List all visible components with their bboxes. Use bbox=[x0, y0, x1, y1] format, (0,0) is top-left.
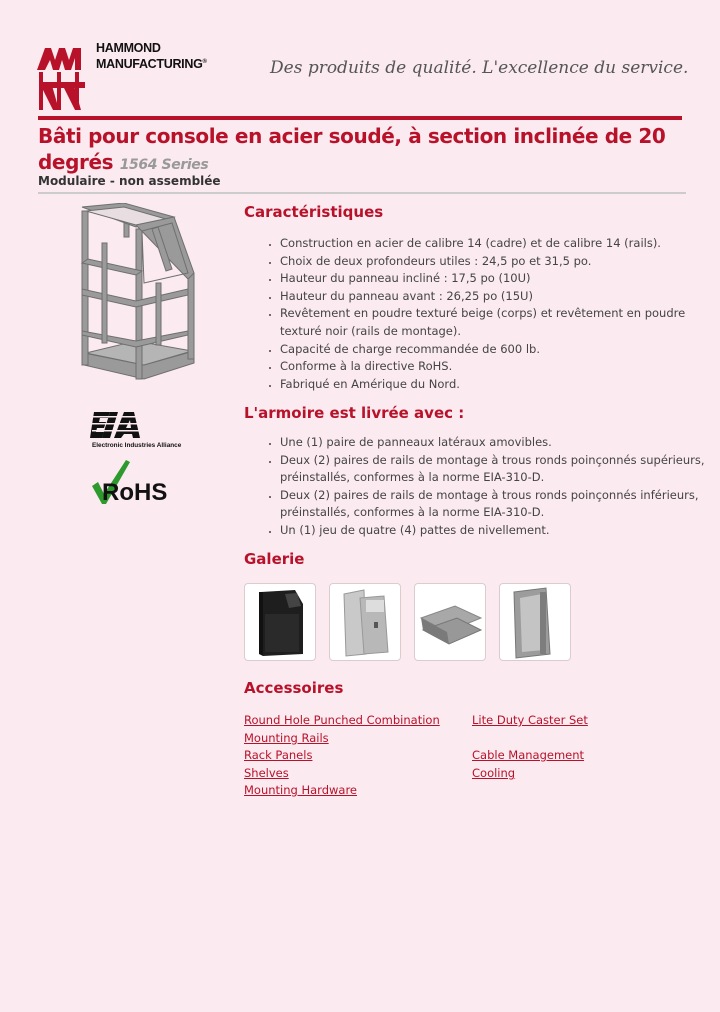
cabinet-panels-icon bbox=[330, 584, 401, 661]
feature-item: • Hauteur du panneau avant : 26,25 po (15U) bbox=[280, 288, 710, 306]
feature-item: • Fabriqué en Amérique du Nord. bbox=[280, 376, 710, 394]
acc-link-rack-panels[interactable]: Rack Panels bbox=[244, 748, 313, 762]
gallery-thumb-4[interactable] bbox=[499, 583, 571, 661]
brand-wordmark bbox=[96, 41, 207, 71]
gallery-thumb-1[interactable] bbox=[244, 583, 316, 661]
features-list bbox=[260, 235, 710, 393]
eia-caption: Electronic Industries Alliance bbox=[92, 442, 182, 449]
feature-item: • Revêtement en poudre texturé beige (corps) et revêtement en poudre texturé noir (rails de montage). bbox=[280, 305, 710, 340]
acc-link-mounting-hardware[interactable]: Mounting Hardware bbox=[244, 783, 358, 797]
tagline: Des produits de qualité. L'excellence du service. bbox=[270, 58, 689, 78]
title-divider bbox=[38, 192, 686, 194]
included-item: • Deux (2) paires de rails de montage à trous ronds poinçonnés inférieurs, préinstallés, conformes à la norme EIA-310-D. bbox=[280, 487, 710, 522]
cabinet-black-icon bbox=[245, 584, 316, 661]
page-header bbox=[0, 0, 720, 120]
included-list bbox=[260, 434, 710, 540]
feature-item: • Capacité de charge recommandée de 600 lb. bbox=[280, 341, 710, 359]
acc-link-cable-management[interactable]: Cable Management bbox=[472, 748, 585, 762]
included-item: • Une (1) paire de panneaux latéraux amovibles. bbox=[280, 434, 710, 452]
series-label: 1564 Series bbox=[119, 157, 209, 173]
product-image bbox=[74, 203, 204, 395]
feature-item: • Hauteur du panneau incliné : 17,5 po (10U) bbox=[280, 270, 710, 288]
rohs-logo-icon bbox=[90, 458, 186, 508]
acc-link-caster-set[interactable]: Lite Duty Caster Set bbox=[472, 713, 588, 727]
rohs-text: RoHS bbox=[102, 479, 168, 506]
gallery-heading: Galerie bbox=[244, 550, 305, 568]
gallery-thumb-2[interactable] bbox=[329, 583, 401, 661]
page-subtitle: Modulaire - non assemblée bbox=[38, 174, 221, 188]
feature-item: • Conforme à la directive RoHS. bbox=[280, 358, 710, 376]
title-text: Bâti pour console en acier soudé, à section inclinée de 20 degrés bbox=[38, 124, 666, 174]
eia-logo-icon bbox=[90, 410, 186, 450]
acc-link-round-hole[interactable]: Round Hole Punched Combination bbox=[244, 713, 440, 727]
feature-item: • Choix de deux profondeurs utiles : 24,5 po et 31,5 po. bbox=[280, 253, 710, 271]
included-item: • Un (1) jeu de quatre (4) pattes de nivellement. bbox=[280, 522, 710, 540]
side-panel-icon bbox=[500, 584, 571, 661]
brand-line-1: HAMMOND bbox=[96, 41, 161, 55]
included-item: • Deux (2) paires de rails de montage à trous ronds poinçonnés supérieurs, préinstallés, conformes à la norme EIA-310-D. bbox=[280, 452, 710, 487]
brand-line-2: MANUFACTURING bbox=[96, 57, 203, 72]
feature-item: • Construction en acier de calibre 14 (cadre) et de calibre 14 (rails). bbox=[280, 235, 710, 253]
header-divider bbox=[38, 116, 682, 120]
accessories-heading: Accessoires bbox=[244, 679, 344, 697]
gallery-thumb-3[interactable] bbox=[414, 583, 486, 661]
registered-mark: ® bbox=[202, 59, 207, 65]
hammond-logo-icon[interactable] bbox=[37, 42, 87, 112]
included-heading: L'armoire est livrée avec : bbox=[244, 404, 465, 422]
features-heading: Caractéristiques bbox=[244, 203, 384, 221]
acc-link-shelves[interactable]: Shelves bbox=[244, 766, 289, 780]
acc-link-cooling[interactable]: Cooling bbox=[472, 766, 516, 780]
panels-flat-icon bbox=[415, 584, 486, 661]
page-title bbox=[38, 123, 678, 178]
acc-link-mounting-rails[interactable]: Mounting Rails bbox=[244, 731, 329, 745]
